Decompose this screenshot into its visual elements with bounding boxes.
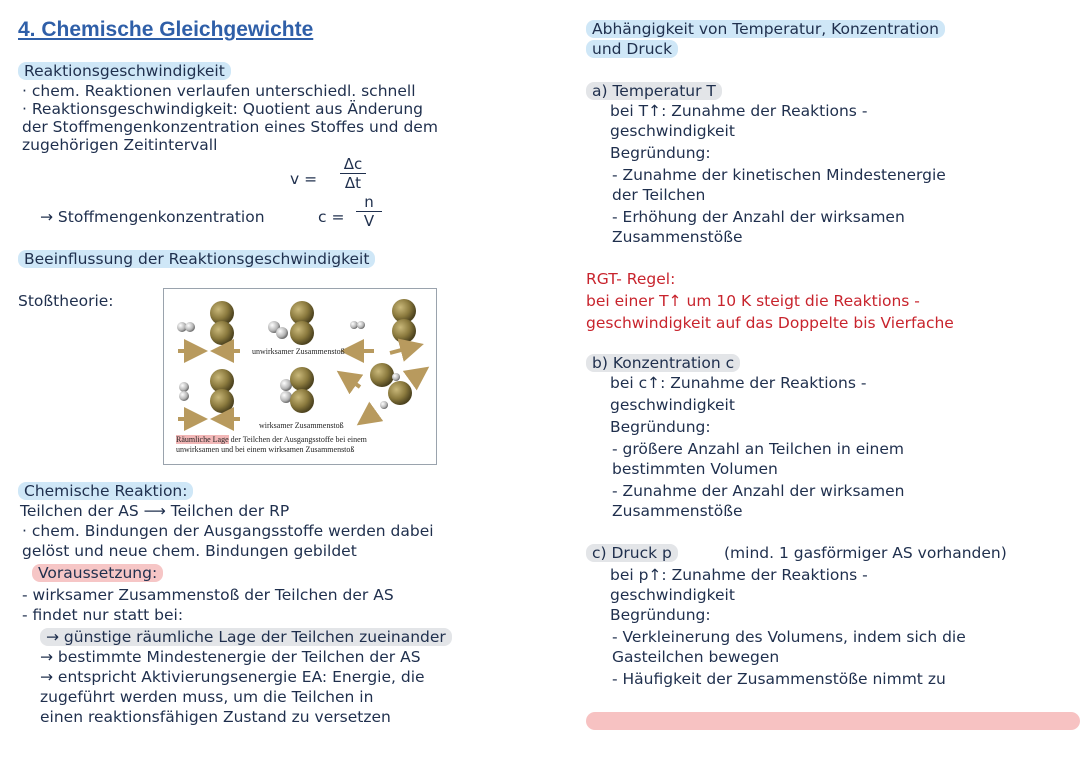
concentration-line: - Zunahme der Anzahl der wirksamen [612,482,905,500]
temperature-line: bei T↑: Zunahme der Reaktions - [610,102,868,120]
requirement-line: → günstige räumliche Lage der Teilchen zueinander [40,628,452,646]
collision-theory-label: Stoßtheorie: [18,292,114,310]
formula-v-fraction [340,156,366,191]
pressure-line: geschwindigkeit [610,586,735,604]
requirement-line: zugeführt werden muss, um die Teilchen in [40,688,374,706]
requirement-line: - findet nur statt bei: [22,606,184,624]
concentration-line: - größere Anzahl an Teilchen in einem [612,440,905,458]
requirement-line: → entspricht Aktivierungsenergie EA: Energie, die [40,668,425,686]
formula-v-numerator: Δc [343,155,363,173]
concentration-line: geschwindigkeit [610,396,735,414]
pressure-note: (mind. 1 gasförmiger AS vorhanden) [724,544,1007,562]
pressure-line: - Verkleinerung des Volumens, indem sich die [612,628,966,646]
requirement-heading: Voraussetzung: [32,564,163,582]
right-heading-line2: und Druck [586,40,678,58]
formula-c-numerator: n [364,193,374,211]
figure-caption-line2: unwirksamen und bei einem wirksamen Zusammenstoß [176,445,355,454]
rate-line: der Stoffmengenkonzentration eines Stoffes und dem [22,118,438,136]
formula-v-lhs: v = [290,170,318,188]
temperature-line: geschwindigkeit [610,122,735,140]
reaction-line: · chem. Bindungen der Ausgangsstoffe werden dabei [22,522,434,540]
requirement-line: → bestimmte Mindestenergie der Teilchen der AS [40,648,421,666]
formula-c-fraction [356,194,382,229]
concentration-line: Begründung: [610,418,711,436]
reaction-line: gelöst und neue chem. Bindungen gebildet [22,542,357,560]
rate-heading: Reaktionsgeschwindigkeit [18,62,231,80]
pressure-line: bei p↑: Zunahme der Reaktions - [610,566,868,584]
concentration-heading: b) Konzentration c [586,354,740,372]
rate-line: · Reaktionsgeschwindigkeit: Quotient aus Änderung [22,100,424,118]
pressure-heading: c) Druck p [586,544,678,562]
figure-caption-highlight: Räumliche Lage [176,435,229,444]
temperature-line: - Erhöhung der Anzahl der wirksamen [612,208,905,226]
temperature-line: Zusammenstöße [612,228,743,246]
concentration-line: Zusammenstöße [612,502,743,520]
rate-line: zugehörigen Zeitintervall [22,136,218,154]
pressure-line: - Häufigkeit der Zusammenstöße nimmt zu [612,670,946,688]
temperature-heading: a) Temperatur T [586,82,722,100]
concentration-line: bei c↑: Zunahme der Reaktions - [610,374,867,392]
concentration-line: bestimmten Volumen [612,460,778,478]
rate-line: · chem. Reaktionen verlaufen unterschiedl. schnell [22,82,416,100]
figure-caption-line1: Räumliche Lage der Teilchen der Ausgangsstoffe bei einem [176,435,367,444]
requirement-line: - wirksamer Zusammenstoß der Teilchen der AS [22,586,394,604]
formula-v-denominator: Δt [344,174,362,192]
temperature-line: Begründung: [610,144,711,162]
temperature-line: der Teilchen [612,186,706,204]
pressure-line: Begründung: [610,606,711,624]
rgt-rule-line: geschwindigkeit auf das Doppelte bis Vierfache [586,314,954,332]
reaction-heading: Chemische Reaktion: [18,482,193,500]
rgt-rule-heading: RGT- Regel: [586,270,676,288]
pressure-line: Gasteilchen bewegen [612,648,780,666]
requirement-line: einen reaktionsfähigen Zustand zu versetzen [40,708,391,726]
temperature-line: - Zunahme der kinetischen Mindestenergie [612,166,946,184]
formula-c-lhs: c = [318,208,345,226]
right-heading-line1: Abhängigkeit von Temperatur, Konzentration [586,20,945,38]
ineffective-collision-row [177,299,420,353]
page-title: 4. Chemische Gleichgewichte [18,18,314,41]
conc-line: → Stoffmengenkonzentration [40,208,265,226]
collision-figure [163,288,437,465]
reaction-line: Teilchen der AS ⟶ Teilchen der RP [20,502,290,520]
highlight-strip [586,712,1080,730]
label-effective-collision: wirksamer Zusammenstoß [259,421,344,430]
influence-heading: Beeinflussung der Reaktionsgeschwindigkeit [18,250,375,268]
effective-collision-row [178,363,426,423]
rgt-rule-line: bei einer T↑ um 10 K steigt die Reaktions - [586,292,920,310]
label-ineffective-collision: unwirksamer Zusammenstoß [252,347,345,356]
formula-c-denominator: V [363,212,375,230]
